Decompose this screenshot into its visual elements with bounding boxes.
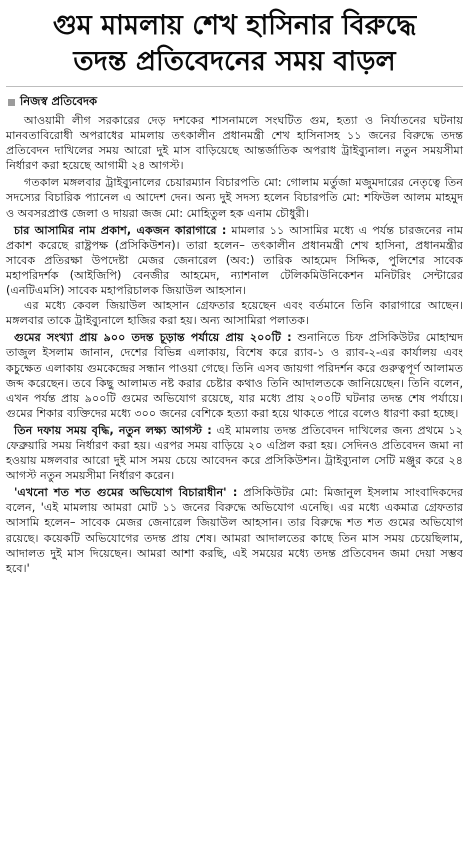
headline — [6, 8, 463, 80]
subheading: চার আসামির নাম প্রকাশ, একজন কারাগারে : — [14, 223, 227, 237]
subheading: গুমের সংখ্যা প্রায় ৯০০ তদন্ত চূড়ান্ত পর্যায়ে প্রায় ২০০টি : — [14, 331, 292, 345]
subheading: তিন দফায় সময় বৃদ্ধি, নতুন লক্ষ্য আগস্ট : — [14, 423, 212, 437]
headline-line-1: গুম মামলায় শেখ হাসিনার বিরুদ্ধে — [52, 10, 417, 41]
headline-line-2: তদন্ত প্রতিবেদনের সময় বাড়ল — [73, 46, 396, 77]
paragraph-1 — [6, 113, 463, 173]
paragraph-text: আওয়ামী লীগ সরকারের দেড় দশকের শাসনামলে সংঘটিত গুম, হত্যা ও নির্যাতনের ঘটনায় মানবতাবিরোধী অপরাধের মামলায় তৎকালীন প্রধানমন্ত্রী শেখ হাসিনাসহ ১১ জনের বিরুদ্ধে তদন্ত প্রতিবেদন দাখিলের সময় আরো দুই মাস বাড়িয়েছে আন্তর্জাতিক অপরাধ ট্রাইব্যুনাল। নতুন সময়সীমা নির্ধারণ করা হয়েছে আগামী ২৪ আগস্ট। — [6, 114, 463, 173]
paragraph-text: মামলার ১১ আসামির মধ্যে এ পর্যন্ত চারজনের নাম প্রকাশ করেছে রাষ্ট্রপক্ষ (প্রসিকিউশন)। তারা হলেন– তৎকালীন প্রধানমন্ত্রী শেখ হাসিনা, প্রধানমন্ত্রীর সাবেক প্রতিরক্ষা উপদেষ্টা মেজর জেনারেল (অব:) তারিক আহমেদ সিদ্দিক, পুলিশের সাবেক মহাপরিদর্শক (আইজিপি) বেনজীর আহমেদ, ন্যাশনাল টেলিকমিউনিকেশন মনিটরিং সেন্টারের (এনটিএমসি) সাবেক মহাপরিচালক জিয়াউল আহসান। — [6, 223, 463, 298]
paragraph-7 — [6, 485, 463, 576]
paragraph-4 — [6, 298, 463, 328]
divider — [6, 86, 463, 87]
paragraph-text: প্রসিকিউটর মো: মিজানুল ইসলাম সাংবাদিকদের বলেন, 'এই মামলায় আমরা মোট ১১ জনের বিরুদ্ধে অভিযোগ এনেছি। এর মধ্যে একমাত্র গ্রেফতার আসামি হলেন– সাবেক মেজর জেনারেল জিয়াউল আহসান। তার বিরুদ্ধে শত শত গুমের অভিযোগ রয়েছে। কয়েকটি অভিযোগের তদন্ত প্রায় শেষ। আমরা আদালতের কাছে তিন মাস সময় চেয়েছিলাম, আদালত দুই মাস দিয়েছেন। আমরা আশা করছি, এই সময়ের মধ্যে তদন্ত প্রতিবেদন জমা দেয়া সম্ভব হবে।' — [6, 486, 463, 575]
byline — [8, 93, 463, 112]
paragraph-5 — [6, 330, 463, 421]
paragraph-text: শুনানিতে চিফ প্রসিকিউটর মোহাম্মদ তাজুল ইসলাম জানান, দেশের বিভিন্ন এলাকায়, বিশেষ করে র‌্যাব-১ ও র‌্যাব-২-এর কার্যালয় এবং কচুক্ষেত এলাকায় গুমকেন্দ্রের সন্ধান পাওয়া গেছে। তিনি এসব জায়গা পরিদর্শন করে গুরুত্বপূর্ণ আলামত জব্দ করেছেন। তবে কিছু আলামত নষ্ট করার চেষ্টার কথাও তিনি আদালতকে জানিয়েছেন। তিনি বলেন, এখন পর্যন্ত প্রায় ৯০০টি গুমের অভিযোগ রয়েছে, যার মধ্যে প্রায় ২০০টি ঘটনার তদন্ত শেষ পর্যায়ে। গুমের শিকার ব্যক্তিদের মধ্যে ৩০০ জনের বেশিকে হত্যা করা হয়ে থাকতে পারে বলেও ধারণা করা হচ্ছে। — [6, 331, 463, 420]
paragraph-text: এর মধ্যে কেবল জিয়াউল আহসান গ্রেফতার হয়েছেন এবং বর্তমানে তিনি কারাগারে আছেন। মঙ্গলবার তাকে ট্রাইব্যুনালে হাজির করা হয়। অন্য আসামিরা পলাতক। — [6, 299, 463, 328]
paragraph-6 — [6, 423, 463, 483]
paragraph-3 — [6, 223, 463, 298]
paragraph-text: গতকাল মঙ্গলবার ট্রাইব্যুনালের চেয়ারম্যান বিচারপতি মো: গোলাম মর্তুজা মজুমদারের নেতৃত্বে তিন সদস্যের বিচারিক প্যানেল এ আদেশ দেন। অন্য দুই সদস্য হলেন বিচারপতি মো: শফিউল আলম মাহমুদ ও অবসরপ্রাপ্ত জেলা ও দায়রা জজ মো: মোহিতুল হক এনাম চৌধুরী। — [6, 176, 463, 220]
subheading: 'এখনো শত শত গুমের অভিযোগ বিচারাধীন' : — [14, 486, 238, 500]
paragraph-2 — [6, 175, 463, 220]
byline-text: নিজস্ব প্রতিবেদক — [20, 94, 98, 108]
square-bullet-icon — [8, 99, 15, 106]
paragraph-text: এই মামলায় তদন্ত প্রতিবেদন দাখিলের জন্য প্রথমে ১২ ফেব্রুয়ারি সময় নির্ধারণ করা হয়। এরপর সময় বাড়িয়ে ২০ এপ্রিল করা হয়। সেদিনও প্রতিবেদন জমা না হওয়ায় মঙ্গলবার আরো দুই মাস সময় চেয়ে আবেদন করে প্রসিকিউশন। ট্রাইব্যুনাল সেটি মঞ্জুর করে ২৪ আগস্ট নতুন সময়সীমা নির্ধারণ করেন। — [6, 423, 463, 483]
